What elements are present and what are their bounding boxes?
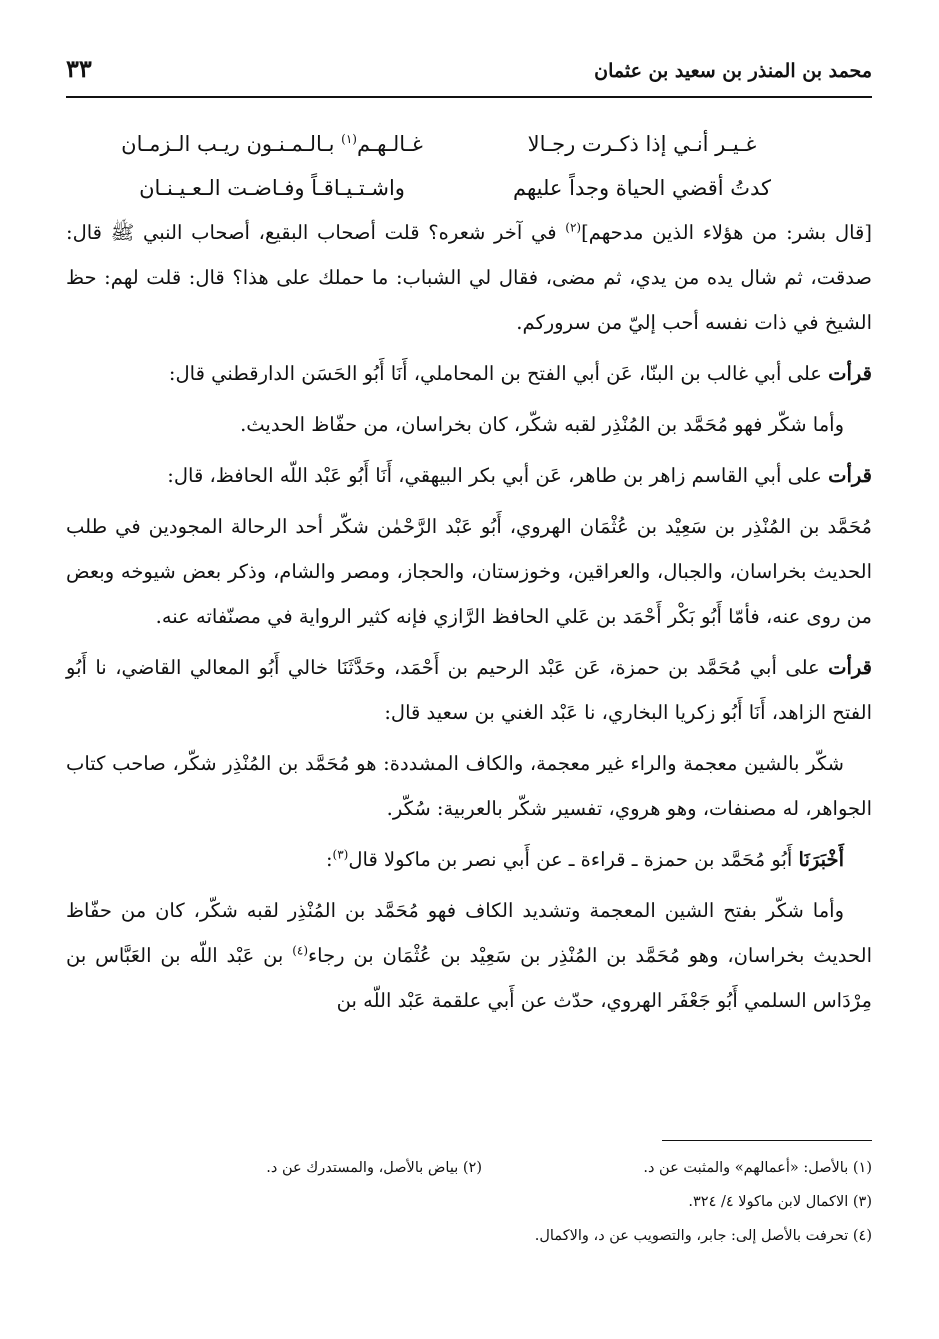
- footnote-text: تحرفت بالأصل إلى: جابر، والتصويب عن د، والاكمال.: [534, 1228, 849, 1244]
- footnote-number: (٢): [462, 1160, 482, 1176]
- paragraph: مُحَمَّد بن المُنْذِر بن سَعِيْد بن عُثْمَان الهروي، أَبُو عَبْد الرَّحْمٰن شكّر أحد الرحالة المجودين في طلب الحديث بخراسان، والجبال، والعراقين، وخوزستان، والحجاز، ومصر والشام، وذكر بعض شيوخه وبعض من روى عنه، فأمّا أَبُو بَكْر أَحْمَد بن عَلي الحافظ الرَّازي فإنه كثير الرواية في مصنّفاته عنه.: [66, 515, 872, 628]
- footnote-text: الاكمال لابن ماكولا ٤/ ٣٢٤.: [688, 1194, 849, 1210]
- footnote-number: (١): [852, 1160, 872, 1176]
- footnote-mark: (١): [341, 132, 357, 146]
- footnote: [266, 1154, 482, 1182]
- paragraph: [66, 453, 872, 498]
- footnote: [535, 1222, 872, 1250]
- verse-first-hemistich: غـيـر أنـي إذا ذكـرت رجـالا: [527, 132, 757, 156]
- paragraph-text: أَبُو مُحَمَّد بن حمزة ـ قراءة ـ عن أَبي نصر بن ماكولا قال: [348, 848, 799, 871]
- paragraph-text: على أبي غالب بن البنّا، عَن أبي الفتح بن المحاملي، أَنَا أَبُو الحَسَن الدارقطني قال:: [168, 362, 829, 385]
- paragraph: [66, 210, 872, 345]
- footnote-divider: [662, 1140, 872, 1141]
- narration-keyword: قرأت: [828, 656, 872, 679]
- footnote-mark: (٤): [292, 943, 309, 958]
- verse-first-hemistich: كدتُ أقضي الحياة وجداً عليهم: [512, 176, 772, 200]
- footnote-row: [66, 1154, 872, 1182]
- narration-keyword: أَخْبَرَنَا: [798, 848, 844, 871]
- paragraph-text: وأما شكّر بفتح الشين المعجمة وتشديد الكاف فهو مُحَمَّد بن المُنْذِر لقبه شكّر، كان من حفّاظ الحديث بخراسان، وهو مُحَمَّد بن المُنْذِر بن سَعِيْد بن عُثْمَان بن رجاء: [66, 899, 872, 967]
- paragraph-text: :: [325, 848, 333, 871]
- paragraph: وأما شكّر فهو مُحَمَّد بن المُنْذِر لقبه شكّر، كان بخراسان، من حفّاظ الحديث.: [240, 413, 844, 436]
- footnote: [688, 1188, 872, 1216]
- page-number: ٣٣: [66, 54, 92, 83]
- footnote-row: [66, 1188, 872, 1216]
- running-title: محمد بن المنذر بن سعيد بن عثمان: [594, 60, 872, 82]
- paragraph: [66, 837, 872, 882]
- paragraph: شكّر بالشين معجمة والراء غير معجمة، والكاف المشددة: هو مُحَمَّد بن المُنْذِر شكّر، صاحب كتاب الجواهر، له مصنفات، وهو هروي، تفسير شكّر بالعربية: سُكّر.: [66, 752, 872, 820]
- paragraph: [66, 888, 872, 1023]
- poem-verse: [66, 166, 872, 210]
- narration-keyword: قرأت: [828, 362, 872, 385]
- footnote-text: بالأصل: «أعمالهم» والمثبت عن د.: [643, 1160, 849, 1176]
- verse-second-hemistich: واشـتـيـاقـاً وفـاضـت الـعـيـنـان: [139, 176, 405, 200]
- paragraph: [66, 351, 872, 396]
- page-header: [66, 52, 872, 98]
- footnote-mark: (٣): [332, 847, 349, 862]
- paragraph-text: بن عَبْد اللّه بن العَبَّاس بن مِرْدَاس السلمي أَبُو جَعْفَر الهروي، حدّث عن أَبي علقمة عَبْد اللّه بن: [66, 944, 872, 1012]
- verse-text: غـالـهـم: [356, 132, 423, 156]
- footnote-number: (٤): [852, 1228, 872, 1244]
- verse-text: بـالـمـنـون ريـب الـزمـان: [121, 132, 342, 156]
- paragraph-text: في آخر شعره؟ قلت أصحاب البقيع، أصحاب النبي ﷺ قال: صدقت، ثم شال يده من يدي، ثم مضى، فقال لي الشباب: ما حملك على هذا؟ قال: قلت لهم: حظ الشيخ في ذات نفسه أحب إليّ من سروركم.: [66, 221, 872, 334]
- narration-keyword: قرأت: [828, 464, 872, 487]
- footnote-row: [66, 1222, 872, 1250]
- verse-second-hemistich: [112, 122, 432, 166]
- paragraph-text: [قال بشر: من هؤلاء الذين مدحهم]: [581, 221, 872, 244]
- paragraph: [66, 645, 872, 735]
- main-text: [66, 122, 872, 1029]
- paragraph-text: على أبي مُحَمَّد بن حمزة، عَن عَبْد الرحيم بن أَحْمَد، وحَدَّثَنَا خالي أَبُو المعالي القاضي، نا أَبُو الفتح الزاهد، أَنَا أَبُو زكريا البخاري، نا عَبْد الغني بن سعيد قال:: [66, 656, 872, 724]
- poem-verse: [66, 122, 872, 166]
- footnote-mark: (٢): [565, 220, 582, 235]
- footnote-number: (٣): [852, 1194, 872, 1210]
- footnote: [643, 1154, 872, 1182]
- footnote-text: بياض بالأصل، والمستدرك عن د.: [266, 1160, 459, 1176]
- paragraph-text: على أبي القاسم زاهر بن طاهر، عَن أبي بكر البيهقي، أَنَا أَبُو عَبْد اللّه الحافظ، قال:: [167, 464, 829, 487]
